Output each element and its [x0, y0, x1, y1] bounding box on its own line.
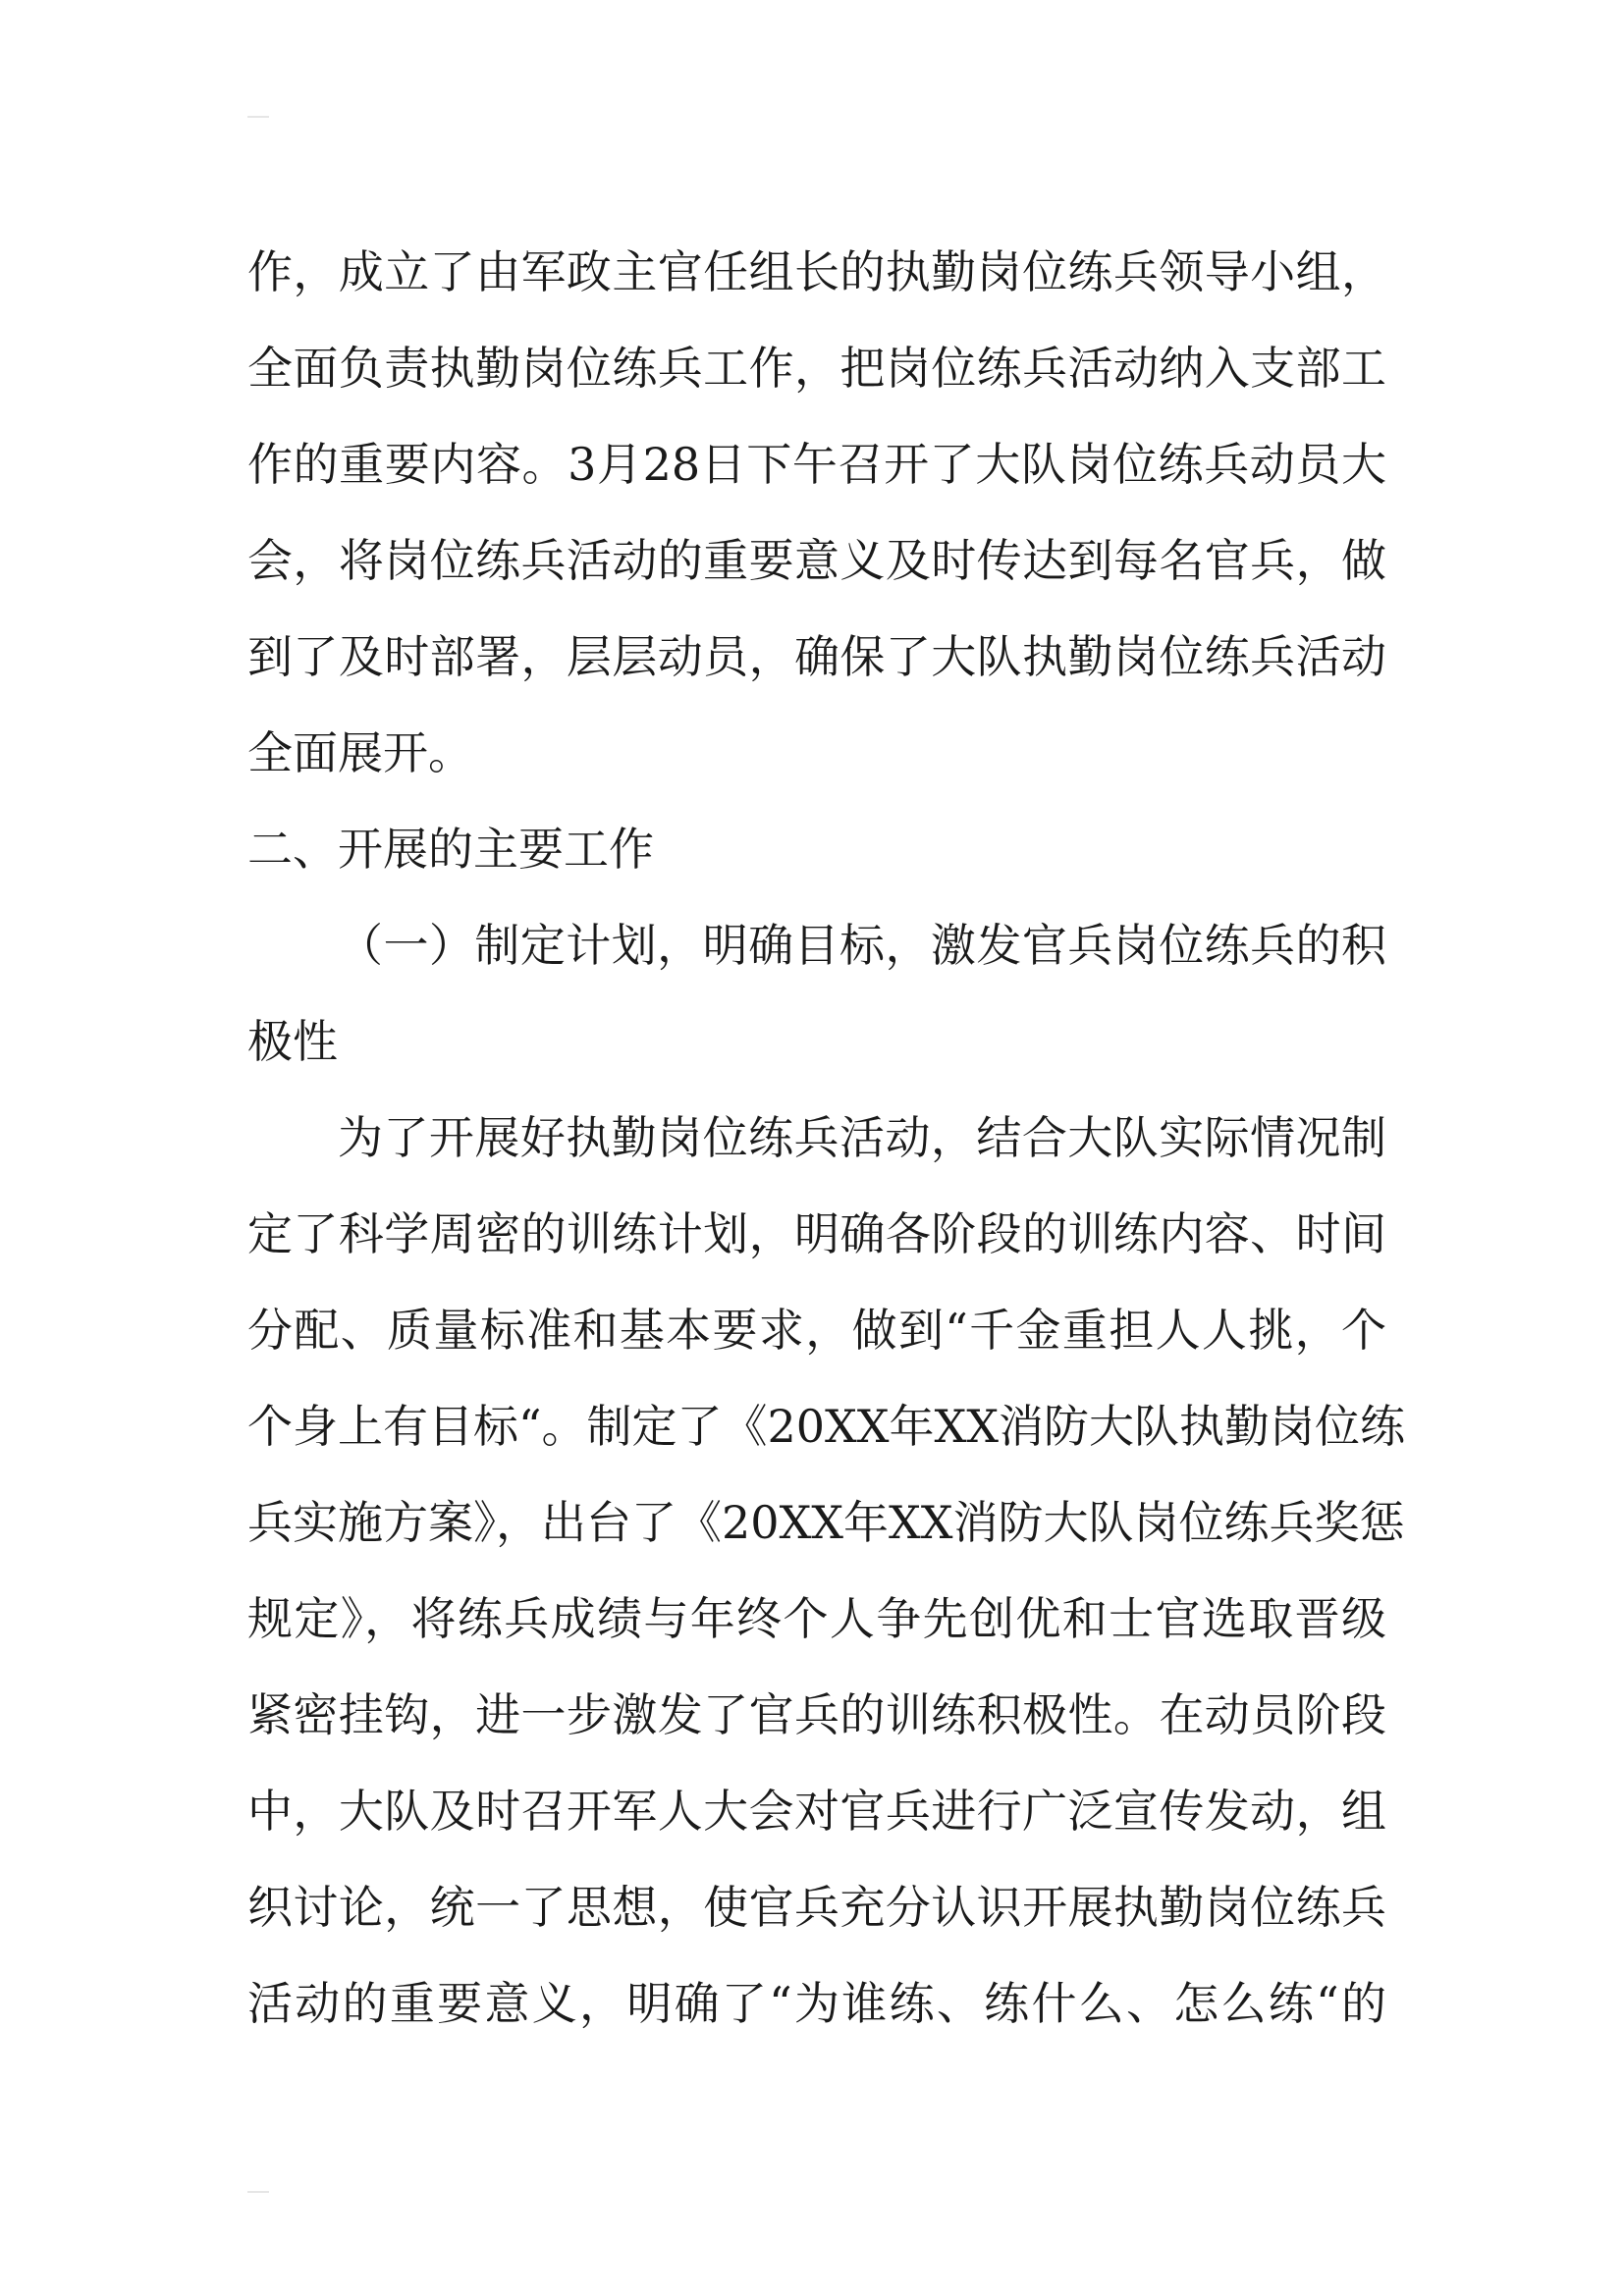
text-line: 兵实施方案》，出台了《20XX年XX消防大队岗位练兵奖惩	[247, 1496, 1405, 1549]
text-line: 为了开展好执勤岗位练兵活动，结合大队实际情况制	[338, 1111, 1386, 1164]
text-line: 会，将岗位练兵活动的重要意义及时传达到每名官兵，做	[247, 534, 1386, 587]
subsection-heading: （一）制定计划，明确目标，激发官兵岗位练兵的积	[338, 919, 1386, 972]
text-line: 分配、质量标准和基本要求，做到“千金重担人人挑，个	[247, 1304, 1386, 1357]
text-line: 个身上有目标“。制定了《20XX年XX消防大队执勤岗位练	[247, 1400, 1406, 1453]
text-line: 活动的重要意义，明确了“为谁练、练什么、怎么练“的	[247, 1977, 1386, 2030]
subsection-heading-continued: 极性	[247, 1015, 338, 1068]
text-line: 到了及时部署，层层动员，确保了大队执勤岗位练兵活动	[247, 630, 1386, 683]
page-corner-mark-top	[247, 116, 269, 118]
text-line: 定了科学周密的训练计划，明确各阶段的训练内容、时间	[247, 1207, 1386, 1260]
text-line: 全面展开。	[247, 726, 473, 779]
text-line: 作的重要内容。3月28日下午召开了大队岗位练兵动员大	[247, 438, 1386, 491]
text-line: 中，大队及时召开军人大会对官兵进行广泛宣传发动，组	[247, 1785, 1386, 1838]
text-line: 规定》，将练兵成绩与年终个人争先创优和士官选取晋级	[247, 1592, 1386, 1645]
section-heading: 二、开展的主要工作	[247, 823, 654, 876]
text-line: 紧密挂钩，进一步激发了官兵的训练积极性。在动员阶段	[247, 1688, 1386, 1741]
text-line: 织讨论，统一了思想，使官兵充分认识开展执勤岗位练兵	[247, 1881, 1386, 1934]
document-body	[247, 224, 1406, 2052]
page-corner-mark-bottom	[247, 2191, 269, 2193]
text-line: 作，成立了由军政主官任组长的执勤岗位练兵领导小组，	[247, 245, 1386, 298]
text-line: 全面负责执勤岗位练兵工作，把岗位练兵活动纳入支部工	[247, 342, 1386, 395]
